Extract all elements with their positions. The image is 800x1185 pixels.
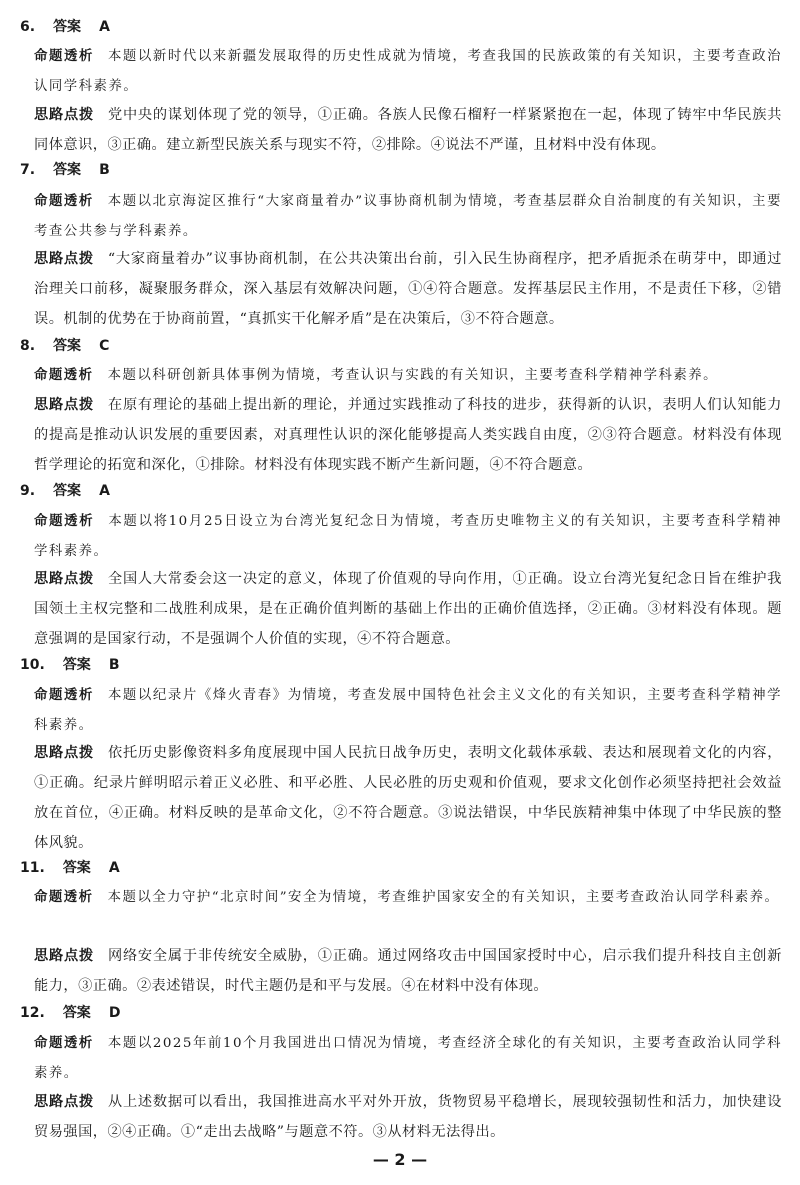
question-7-analysis [34, 187, 782, 247]
hint-text: “大家商量着办”议事协商机制，在公共决策出台前，引入民生协商程序，把矛盾扼杀在萌芽中，即通过治理关口前移，凝聚服务群众，深入基层有效解决问题，①④符合题意。发挥基层民主作用，不是责任下移，②错误。机制的优势在于协商前置，“真抓实干化解矛盾”是在决策后，③不符合题意。 [34, 251, 782, 327]
hint-text: 在原有理论的基础上提出新的理论，并通过实践推动了科技的进步，获得新的认识，表明人们认知能力的提高是推动认识发展的重要因素，对真理性认识的深化能够提高人类实践自由度，②③符合题意。材料没有体现哲学理论的拓宽和深化，①排除。材料没有体现实践不断产生新问题，④不符合题意。 [34, 397, 782, 473]
question-10-hint [34, 738, 782, 858]
question-number: 10. [20, 657, 45, 673]
question-12-hint [34, 1087, 782, 1147]
analysis-label: 命题透析 [34, 890, 94, 905]
answer-label: 答案 [62, 657, 91, 673]
analysis-text: 本题以纪录片《烽火青春》为情境，考查发展中国特色社会主义文化的有关知识，主要考查科学精神学科素养。 [34, 688, 783, 733]
hint-text: 网络安全属于非传统安全威胁，①正确。通过网络攻击中国国家授时中心，启示我们提升科技自主创新能力，③正确。②表述错误，时代主题仍是和平与发展。④在材料中没有体现。 [34, 948, 782, 994]
answer-label: 答案 [53, 162, 82, 178]
analysis-text: 本题以将10月25日设立为台湾光复纪念日为情境，考查历史唯物主义的有关知识，主要考查科学精神学科素养。 [34, 514, 783, 559]
question-number: 11. [20, 860, 45, 876]
page-number: — 2 — [372, 1150, 428, 1169]
question-number: 6. [20, 19, 36, 35]
question-8-analysis [34, 361, 782, 391]
hint-label: 思路点拨 [34, 948, 94, 964]
question-8-hint [34, 390, 782, 480]
question-6-hint [34, 100, 782, 160]
hint-text: 党中央的谋划体现了党的领导，①正确。各族人民像石榴籽一样紧紧抱在一起，体现了铸牢中华民族共同体意识，③正确。建立新型民族关系与现实不符，②排除。④说法不严谨，且材料中没有体现。 [34, 107, 782, 153]
question-7-hint [34, 244, 782, 334]
answer-label: 答案 [62, 1005, 91, 1021]
question-10-header [20, 655, 119, 675]
question-9-header [20, 481, 110, 501]
answer-label: 答案 [53, 19, 82, 35]
answer-value: C [99, 338, 110, 354]
question-6-header [20, 17, 110, 37]
hint-label: 思路点拨 [34, 571, 94, 587]
analysis-label: 命题透析 [34, 194, 94, 209]
answer-value: D [108, 1005, 121, 1021]
question-number: 12. [20, 1005, 45, 1021]
analysis-label: 命题透析 [34, 368, 94, 383]
hint-text: 依托历史影像资料多角度展现中国人民抗日战争历史，表明文化载体承载、表达和展现着文化的内容，①正确。纪录片鲜明昭示着正义必胜、和平必胜、人民必胜的历史观和价值观，要求文化创作必须坚持把社会效益放在首位，④正确。材料反映的是革命文化，②不符合题意。③说法错误，中华民族精神集中体现了中华民族的整体风貌。 [34, 745, 782, 851]
hint-label: 思路点拨 [34, 107, 94, 123]
answer-value: B [99, 162, 110, 178]
question-number: 8. [20, 338, 36, 354]
question-12-header [20, 1003, 120, 1023]
analysis-text: 本题以北京海淀区推行“大家商量着办”议事协商机制为情境，考查基层群众自治制度的有关知识，主要考查公共参与学科素养。 [34, 194, 782, 239]
hint-text: 全国人大常委会这一决定的意义，体现了价值观的导向作用，①正确。设立台湾光复纪念日旨在维护我国领土主权完整和二战胜利成果，是在正确价值判断的基础上作出的正确价值选择，②正确。③材料没有体现。题意强调的是国家行动，不是强调个人价值的实现，④不符合题意。 [34, 571, 782, 647]
question-9-analysis [34, 507, 782, 567]
hint-label: 思路点拨 [34, 1094, 94, 1110]
analysis-text: 本题以2025年前10个月我国进出口情况为情境，考查经济全球化的有关知识，主要考查政治认同学科素养。 [34, 1036, 783, 1081]
answer-value: B [108, 657, 120, 673]
question-11-hint [34, 941, 782, 1001]
analysis-label: 命题透析 [34, 688, 94, 703]
analysis-label: 命题透析 [34, 1036, 94, 1051]
hint-label: 思路点拨 [34, 397, 94, 413]
hint-label: 思路点拨 [34, 251, 94, 267]
question-12-analysis [34, 1029, 782, 1089]
hint-label: 思路点拨 [34, 745, 94, 761]
hint-text: 从上述数据可以看出，我国推进高水平对外开放，货物贸易平稳增长，展现较强韧性和活力，加快建设贸易强国，②④正确。①“走出去战略”与题意不符。③从材料无法得出。 [34, 1094, 782, 1140]
question-10-analysis [34, 681, 782, 741]
answer-label: 答案 [62, 860, 91, 876]
question-6-analysis [34, 42, 782, 102]
analysis-label: 命题透析 [34, 514, 95, 529]
answer-label: 答案 [53, 483, 82, 499]
question-8-header [20, 336, 109, 356]
analysis-text: 本题以科研创新具体事例为情境，考查认识与实践的有关知识，主要考查科学精神学科素养。 [107, 368, 719, 383]
answer-value: A [99, 483, 110, 499]
question-11-header [20, 858, 120, 878]
question-7-header [20, 160, 110, 180]
answer-label: 答案 [53, 338, 82, 354]
analysis-label: 命题透析 [34, 49, 94, 64]
answer-value: A [99, 19, 110, 35]
analysis-text: 本题以全力守护“北京时间”安全为情境，考查维护国家安全的有关知识，主要考查政治认同学科素养。 [107, 890, 780, 905]
analysis-text: 本题以新时代以来新疆发展取得的历史性成就为情境，考查我国的民族政策的有关知识，主要考查政治认同学科素养。 [34, 49, 783, 94]
question-9-hint [34, 564, 782, 654]
question-11-analysis [34, 883, 782, 913]
question-number: 7. [20, 162, 36, 178]
question-number: 9. [20, 483, 36, 499]
answer-value: A [108, 860, 120, 876]
